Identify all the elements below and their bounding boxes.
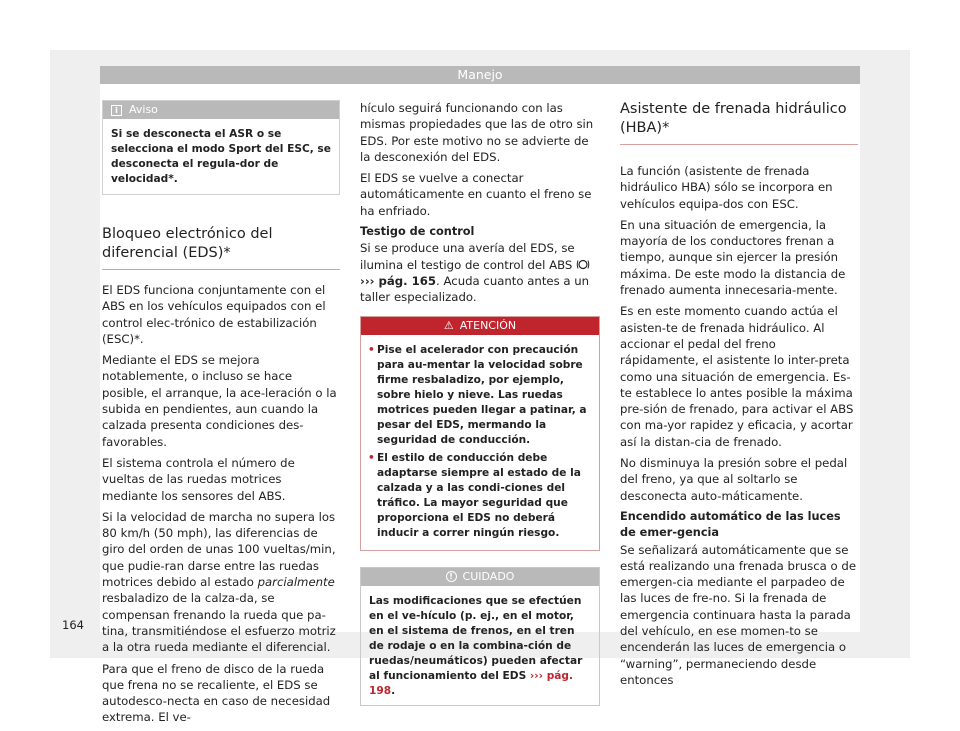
eds-paragraph-3: El sistema controla el número de vueltas de las ruedas motrices mediante los sensores del ABS. (102, 455, 295, 503)
cuidado-body (361, 586, 599, 705)
cuidado-page-link[interactable]: ››› pág. 198 (369, 669, 574, 697)
eds-heading: Bloqueo electrónico del diferencial (EDS)* (102, 225, 340, 270)
eds-paragraph-6: hículo seguirá funcionando con las mismas propiedades que las de otro sin EDS. Por este motivo no se advierte de la desconexión del EDS. (360, 101, 594, 164)
testigo-text: Si se produce una avería del EDS, se ilumina el testigo de control del ABS (360, 241, 577, 272)
aviso-label: Aviso (129, 103, 158, 116)
info-icon: i (111, 105, 122, 116)
section-header: Manejo (100, 66, 860, 84)
cuidado-text: Las modificaciones que se efectúen en el ve-hículo (p. ej., en el motor, en el sistema de frenos, en el tren de rodaje o en la combina-ción de ruedas/neumáticos) pueden afectar al funcionamiento del EDS (369, 594, 583, 682)
abs-warning-icon (576, 258, 590, 269)
atencion-label: ATENCIÓN (459, 318, 517, 332)
eds-paragraph-1: El EDS funciona conjuntamente con el ABS en los vehículos equipados con el control elec-trónico de estabilización (ESC)*. (102, 283, 326, 346)
aviso-box (102, 100, 340, 195)
hba-paragraph-3: Es en este momento cuando actúa el asisten-te de frenada hidráulico. Al accionar el pedal del freno rápidamente, el asistente lo inter-preta como una situación de emergencia. Es-te establece lo antes posible la máxima pre-sión de frenado, para activar el ABS con ma-yor rapidez y eficacia, y acortar así la distan-cia de frenado. (620, 304, 854, 449)
cuidado-box (360, 567, 600, 706)
cuidado-label: CUIDADO (462, 569, 515, 583)
hba-paragraph-1: La función (asistente de frenada hidráulico HBA) sólo se incorpora en vehículos equipa-dos con ESC. (620, 164, 833, 211)
aviso-text: Si se desconecta el ASR o se selecciona el modo Sport del ESC, se desconecta el regula-dor de velocidad*. (111, 128, 331, 185)
eds-p4-start: Si la velocidad de marcha no supera los 80 km/h (50 mph), las diferencias de giro del orden de unas 100 vueltas/min, que pudie-ran darse entre las ruedas motrices debido al estado (102, 509, 336, 590)
eds-paragraph-2: Mediante el EDS se mejora notablemente, o incluso se hace posible, el arranque, la ace-leración o la subida en pendientes, aun cuando la calzada presenta condiciones des-favorables. (102, 353, 337, 449)
eds-p4-emphasis: parcialmente (257, 575, 335, 590)
eds-p4-end: resbaladizo de la calza-da, se compensan frenando la rueda que pa-tina, transmitiéndose el esfuerzo motriz a la otra rueda mediante el diferencial. (102, 591, 336, 655)
hba-paragraph-4: No disminuya la presión sobre el pedal del freno, ya que al soltarlo se desconecta auto-máticamente. (620, 456, 848, 503)
atencion-body (361, 335, 599, 550)
column-right (620, 100, 858, 693)
hba-paragraph-2: En una situación de emergencia, la mayoría de los conductores frenan a tiempo, aunque sin ejercer la presión máxima. De este modo la distancia de frenado aumenta innecesaria-mente. (620, 217, 846, 298)
aviso-header (103, 101, 339, 119)
encendido-heading: Encendido automático de las luces de emer-gencia (620, 509, 841, 540)
testigo-heading: Testigo de control (360, 225, 475, 239)
column-left (102, 100, 340, 731)
eds-paragraph-7: El EDS se vuelve a conectar automáticamente en cuanto el freno se ha enfriado. (360, 171, 592, 218)
atencion-header (361, 317, 599, 335)
column-middle (360, 100, 600, 706)
exclamation-circle-icon: ! (446, 571, 457, 582)
warning-triangle-icon: ⚠ (443, 318, 454, 332)
atencion-item: • Pise el acelerador con precaución para au-mentar la velocidad sobre firme resbaladizo, por ejemplo, sobre hielo y nieve. Las ruedas motrices pueden llegar a patinar, a pesar del EDS, mermando la seguridad de conducción. (369, 343, 591, 448)
hba-heading: Asistente de frenada hidráulico (HBA)* (620, 100, 858, 145)
testigo-text-end: . Acuda cuanto antes a un taller especializado. (360, 273, 590, 305)
eds-paragraph-5: Para que el freno de disco de la rueda que frena no se recaliente, el EDS se autodesco-necta en caso de necesidad extrema. El ve- (102, 661, 331, 725)
testigo-paragraph (360, 240, 600, 305)
atencion-box (360, 316, 600, 551)
testigo-page-link[interactable]: ››› pág. 165 (360, 273, 437, 288)
hba-paragraph-5: Se señalizará automáticamente que se está realizando una frenada brusca o de emergen-cia mediante el parpadeo de las luces de fre-no. Si la frenada de emergencia continuara hasta la parada del vehículo, en ese momen-to se encenderán las luces de emergencia o “warning”, permaneciendo desde entonces (620, 542, 857, 687)
atencion-item: • El estilo de conducción debe adaptarse siempre al estado de la calzada y a las condi-ciones del tráfico. La mayor seguridad que proporciona el EDS no deberá inducir a correr ningún riesgo. (369, 451, 591, 541)
eds-paragraph-4 (102, 509, 340, 656)
cuidado-end: . (391, 684, 396, 697)
cuidado-header (361, 568, 599, 586)
page-number: 164 (62, 618, 84, 632)
